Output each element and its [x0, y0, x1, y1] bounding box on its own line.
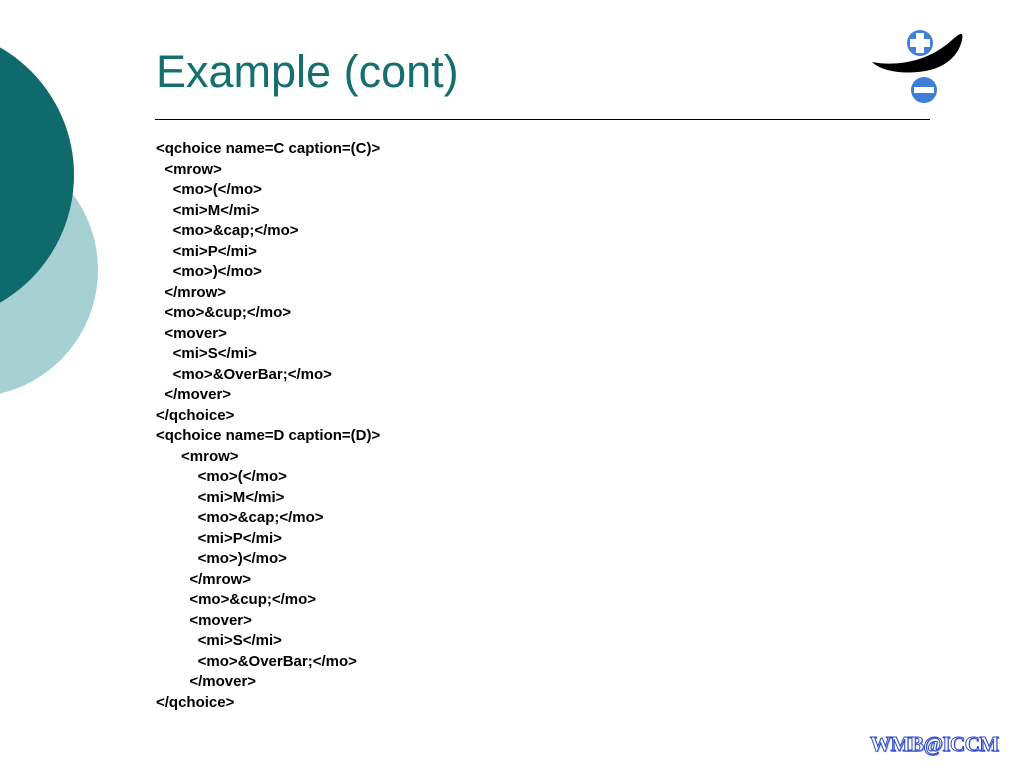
code-line: <mo>&OverBar;</mo>: [156, 365, 332, 383]
plus-minus-swoosh-logo-icon: [868, 24, 964, 108]
code-line: <mo>&cap;</mo>: [156, 222, 299, 239]
code-line: <qchoice name=C caption=(C)>: [156, 140, 381, 157]
code-line: <mover>: [156, 324, 227, 342]
code-line: <mo>&cup;</mo>: [156, 304, 292, 321]
code-line: <mo>&cup;</mo>: [156, 591, 317, 608]
slide-title: Example (cont): [156, 46, 459, 97]
code-line: </mrow>: [156, 570, 252, 588]
code-line: <mo>)</mo>: [156, 263, 262, 280]
code-line: <mo>(</mo>: [156, 468, 287, 485]
code-line: <mi>P</mi>: [156, 242, 257, 260]
code-line: <mo>&OverBar;</mo>: [156, 652, 357, 670]
code-line: <mi>M</mi>: [156, 488, 285, 506]
code-line: <mrow>: [156, 447, 239, 465]
code-line: <mrow>: [156, 160, 222, 178]
footer-watermark: WMB@ICCM: [870, 732, 999, 756]
code-line: <mo>(</mo>: [156, 181, 262, 198]
title-divider: [155, 119, 930, 120]
code-line: <mo>&cap;</mo>: [156, 509, 324, 526]
code-line: </qchoice>: [156, 693, 235, 711]
code-line: <mi>S</mi>: [156, 632, 282, 649]
code-line: </mover>: [156, 673, 257, 690]
code-line: </mrow>: [156, 283, 227, 301]
code-listing: [156, 139, 380, 713]
code-line: <qchoice name=D caption=(D)>: [156, 427, 381, 444]
code-line: <mi>P</mi>: [156, 529, 282, 547]
code-line: </qchoice>: [156, 406, 235, 424]
code-line: <mi>S</mi>: [156, 345, 257, 362]
code-line: </mover>: [156, 386, 232, 403]
code-line: <mover>: [156, 611, 252, 629]
code-line: <mo>)</mo>: [156, 550, 287, 567]
code-line: <mi>M</mi>: [156, 201, 260, 219]
